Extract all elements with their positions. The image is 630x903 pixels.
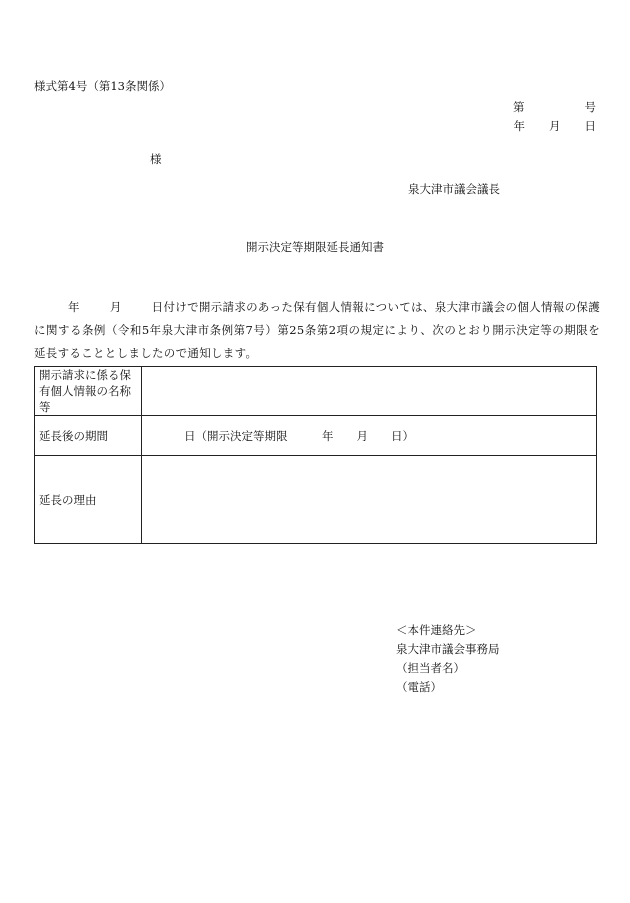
date-year: 年 bbox=[513, 119, 525, 133]
table-row-info-name bbox=[35, 367, 597, 416]
extension-reason-value bbox=[142, 456, 597, 544]
addressee: 様 bbox=[150, 152, 162, 166]
body-year: 年 bbox=[68, 300, 80, 314]
notice-body bbox=[34, 296, 600, 365]
info-name-label: 開示請求に係る保有個人情報の名称等 bbox=[35, 367, 142, 416]
contact-phone: （電話） bbox=[396, 680, 442, 694]
doc-number-prefix: 第 bbox=[513, 100, 525, 114]
body-text: 日付けで開示請求のあった保有個人情報については、泉大津市議会の個人情報の保護に関する条例（令和5年泉大津市条例第7号）第25条第2項の規定により、次のとおり開示決定等の期限を延長することとしましたので通知します。 bbox=[34, 300, 600, 360]
form-number: 様式第4号（第13条関係） bbox=[34, 79, 171, 93]
extended-period-label: 延長後の期間 bbox=[35, 416, 142, 456]
contact-person: （担当者名） bbox=[396, 661, 465, 675]
date-month: 月 bbox=[549, 119, 561, 133]
document-number-line bbox=[513, 99, 596, 115]
info-table bbox=[34, 366, 597, 544]
table-row-extended-period bbox=[35, 416, 597, 456]
document-title: 開示決定等期限延長通知書 bbox=[246, 240, 384, 254]
date-day: 日 bbox=[584, 119, 596, 133]
doc-number-suffix: 号 bbox=[584, 100, 596, 114]
table-row-extension-reason bbox=[35, 456, 597, 544]
body-month: 月 bbox=[109, 300, 122, 314]
extension-reason-label: 延長の理由 bbox=[35, 456, 142, 544]
sender-name: 泉大津市議会議長 bbox=[408, 182, 500, 196]
info-name-value bbox=[142, 367, 597, 416]
extended-period-text: 日（開示決定等期限 年 月 日） bbox=[184, 428, 414, 443]
contact-heading: ＜本件連絡先＞ bbox=[396, 623, 477, 637]
contact-block bbox=[396, 621, 500, 697]
extended-period-value bbox=[142, 416, 597, 456]
issue-date-line bbox=[514, 118, 597, 134]
contact-office: 泉大津市議会事務局 bbox=[396, 642, 500, 656]
